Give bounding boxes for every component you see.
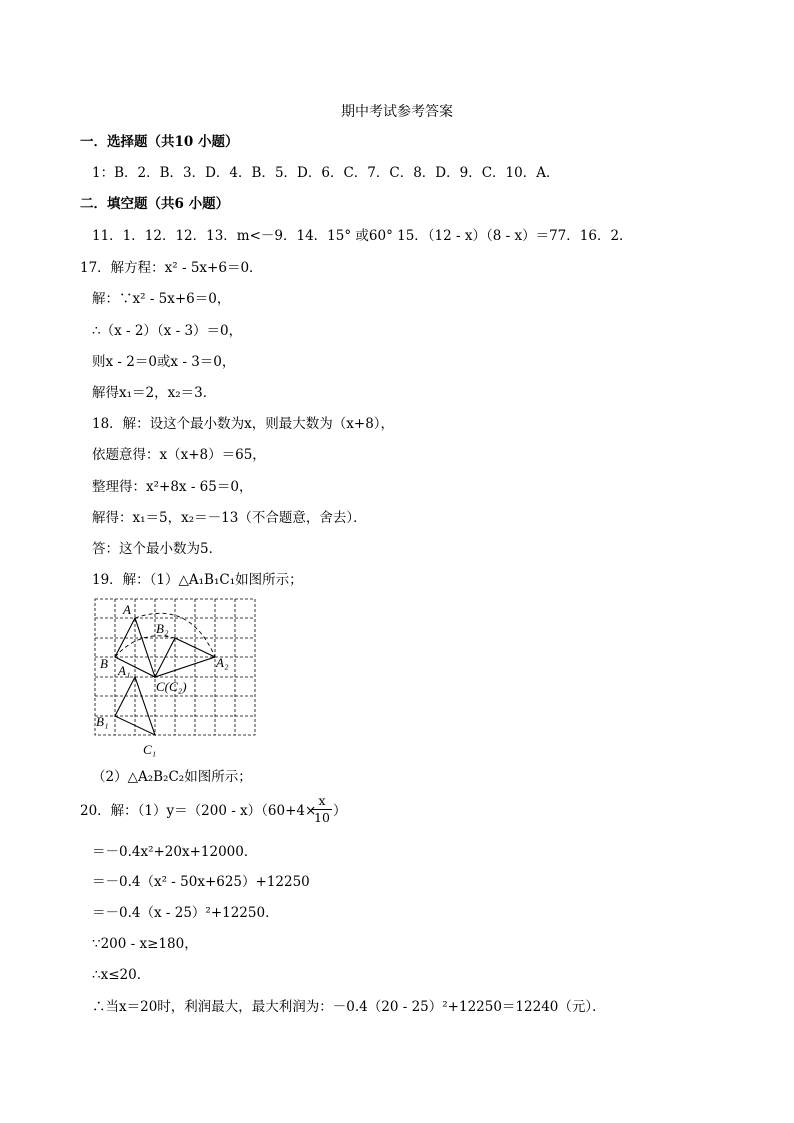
q20-line-6: ∴当x＝20时，利润最大，最大利润为：－0.4（20 - 25）²+12250＝12240（元）． — [92, 999, 606, 1015]
label-a: A — [123, 602, 131, 617]
q18-line-3: 解得：x₁＝5，x₂＝－13（不合题意，舍去）． — [92, 510, 367, 526]
label-b2: B₂ — [156, 621, 169, 636]
q19-line-0: 19．解：（1）△A₁B₁C₁如图所示； — [92, 572, 303, 588]
triangle-a2b2c2 — [155, 638, 215, 677]
q20-line-4: ∵200 - x≥180， — [92, 936, 198, 952]
label-c-c2: C(C₂) — [156, 679, 187, 694]
q20-line-5: ∴x≤20． — [92, 967, 151, 983]
q17-line-1: 解：∵x² - 5x+6＝0， — [92, 291, 231, 307]
q17-line-2: ∴（x - 2）（x - 3）＝0， — [92, 323, 243, 339]
section-2-heading: 二．填空题（共6 小题） — [80, 196, 230, 212]
q20-fraction-denominator: 10 — [314, 810, 330, 825]
geometry-figure — [90, 594, 260, 759]
q20-expression-start: 20．解：（1）y＝（200 - x）（60+4× — [80, 803, 317, 819]
label-a1: A₁ — [118, 663, 131, 678]
q17-line-4: 解得x₁＝2，x₂＝3． — [92, 385, 217, 401]
q20-close-paren: ） — [333, 803, 347, 819]
q20-line-3: ＝－0.4（x - 25）²+12250． — [92, 905, 279, 921]
q20-fraction — [312, 794, 332, 825]
q20-fraction-numerator: x — [318, 793, 326, 808]
q17-line-3: 则x - 2＝0或x - 3＝0， — [92, 354, 236, 370]
page-title: 期中考试参考答案 — [341, 104, 453, 120]
section-1-answers: 1：B．2．B．3．D．4．B．5．D．6．C．7．C．8．D．9．C．10．A． — [92, 165, 560, 181]
q18-line-4: 答：这个最小数为5． — [92, 541, 223, 557]
q20-line-0 — [80, 802, 316, 820]
q18-line-0: 18．解：设这个最小数为x，则最大数为（x+8）， — [92, 416, 395, 432]
q18-line-1: 依题意得：x（x+8）＝65， — [92, 447, 266, 463]
section-2-answers: 11．1．12．12．13．m<－9．14．15° 或60° 15．（12 - x）（8 - x）＝77．16．2． — [92, 228, 633, 244]
label-b: B — [100, 656, 108, 671]
q20-line-1: ＝－0.4x²+20x+12000． — [92, 844, 258, 860]
section-1-heading: 一．选择题（共10 小题） — [80, 134, 239, 150]
label-c1: C₁ — [143, 742, 157, 757]
q20-line-2: ＝－0.4（x² - 50x+625）+12250 — [92, 874, 310, 890]
q18-line-2: 整理得：x²+8x - 65＝0， — [92, 479, 253, 495]
label-a2: A₂ — [216, 655, 229, 670]
q17-line-0: 17．解方程：x² - 5x+6＝0． — [80, 260, 263, 276]
label-b1: B₁ — [96, 714, 109, 729]
q19-line-1: （2）△A₂B₂C₂如图所示； — [92, 769, 252, 785]
